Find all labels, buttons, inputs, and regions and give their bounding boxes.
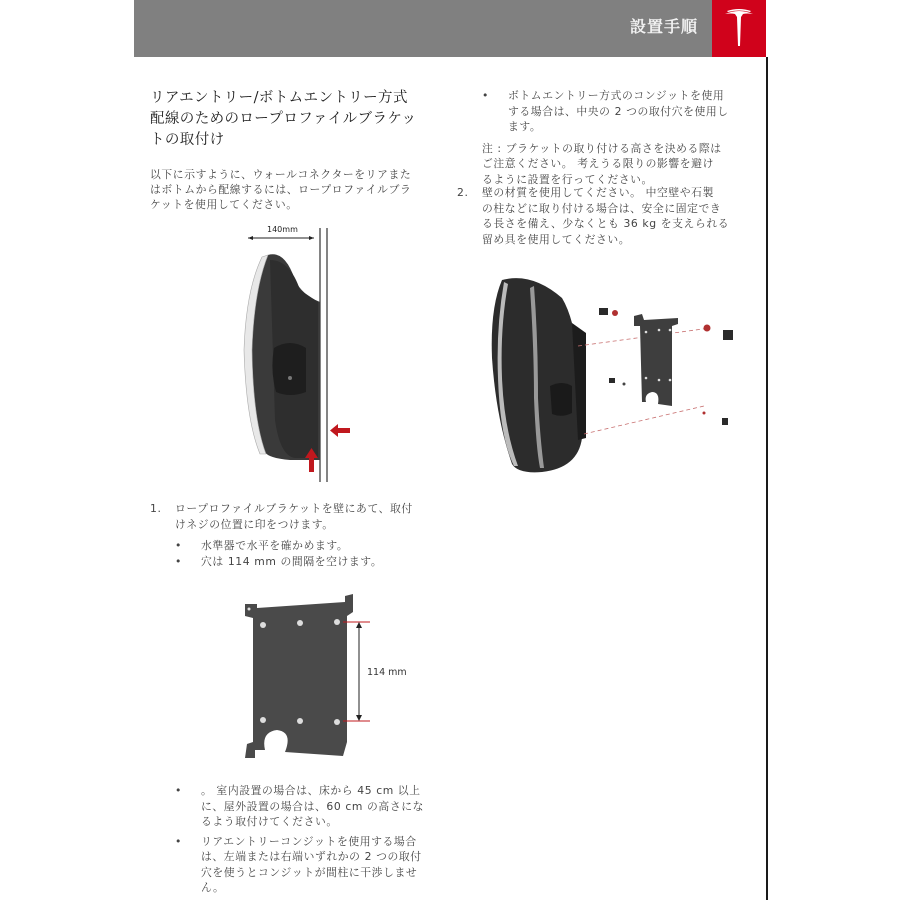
step-number: 1. [150, 502, 162, 515]
note-line: ご注意ください。 考えうる限りの影響を避け [482, 157, 714, 170]
bullet-line: • ボトムエントリー方式のコンジットを使用 [508, 89, 725, 102]
side-view-figure [240, 220, 370, 485]
bullet-item: • 穴は 114 mm の間隔を空けます。 [175, 554, 435, 570]
bullet-line: ん。 [201, 881, 225, 894]
bullet-line: する場合は、中央の 2 つの取付穴を使用し [508, 104, 729, 118]
section-title-line: 配線のためのロープロファイルブラケッ [150, 111, 417, 127]
exploded-assembly-illustration [482, 268, 752, 478]
step-text-line: 留め具を使用してください。 [482, 232, 631, 246]
intro-line: ケットを使用してください。 [150, 198, 298, 211]
bullet-line: るよう取付けてください。 [201, 815, 338, 828]
intro-line: 以下に示すように、ウォールコネクターをリアまた [150, 168, 412, 181]
intro-line: はボトムから配線するには、ロープロファイルブラ [150, 183, 412, 196]
intro-paragraph [150, 167, 432, 212]
caution-note [482, 141, 752, 188]
bullet-item [482, 88, 752, 135]
bullet-line: は、左端または右端いずれかの 2 つの取付 [201, 850, 422, 863]
step-text-line: ロープロファイルブラケットを壁にあて、取付 [175, 502, 413, 515]
step-text-line: 壁の材質を使用してください。 中空壁や石製 [482, 186, 714, 199]
step-number: 2. [457, 186, 469, 199]
header-title: 設置手順 [629, 17, 698, 36]
page-right-border [766, 57, 768, 900]
wall-connector-side-illustration [240, 220, 370, 485]
section-heading [150, 88, 430, 151]
step-text-line: の柱などに取り付ける場合は、安全に固定でき [482, 201, 722, 215]
section-title-line: トの取付け [150, 132, 225, 148]
bullet-item: • 水準器で水平を確かめます。 [175, 538, 435, 554]
bullet-item [175, 783, 440, 830]
section-title-line: リアエントリー/ボトムエントリー方式 [150, 90, 408, 106]
brand-block [712, 0, 766, 57]
bullet-line: • 。 室内設置の場合は、床から 45 cm 以上 [201, 784, 421, 797]
step-1-notes [175, 783, 440, 896]
bullet-line: 穴を使うとコンジットが間柱に干渉しませ [201, 865, 418, 879]
note-line: るように設置を行ってください。 [482, 172, 653, 186]
right-column-text [482, 88, 752, 187]
step-1 [150, 501, 435, 569]
exploded-view-figure [482, 268, 752, 478]
step-2 [457, 185, 752, 247]
bullet-item [175, 834, 440, 896]
dimension-label-114mm: 114 mm [367, 667, 407, 678]
step-text-line: る長さを備え、少なくとも 36 kg を支えられる [482, 217, 730, 230]
bracket-figure [235, 592, 415, 762]
step-text-line: けネジの位置に印をつけます。 [175, 517, 334, 531]
bullet-line: • リアエントリーコンジットを使用する場合 [201, 834, 417, 848]
bullet-line: に、屋外設置の場合は、60 cm の高さにな [201, 799, 425, 813]
dimension-label-140mm: 140mm [267, 225, 298, 234]
page-header [134, 0, 712, 57]
note-line: 注 : ブラケットの取り付ける高さを決める際は [482, 141, 722, 155]
tesla-logo-icon [723, 8, 755, 48]
bullet-line: ます。 [508, 120, 542, 133]
